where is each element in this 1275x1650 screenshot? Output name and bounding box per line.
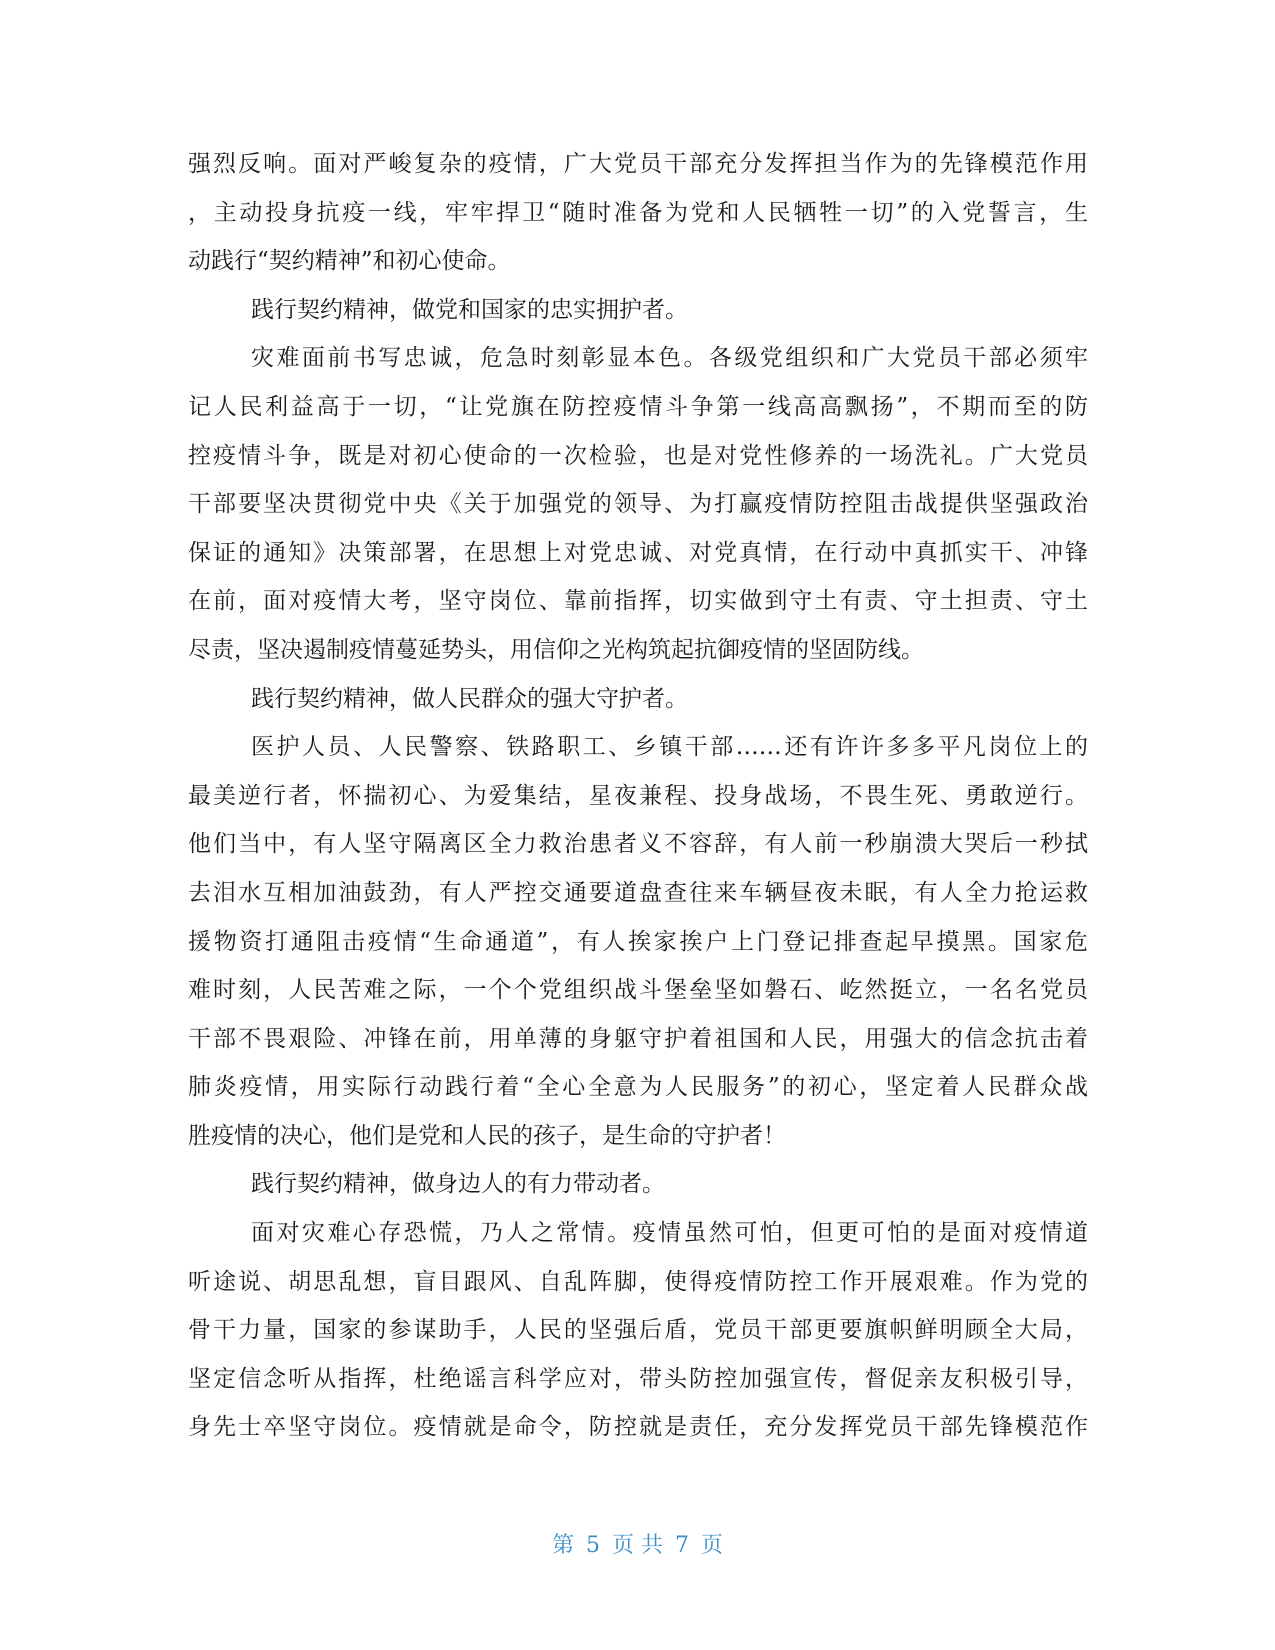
paragraph-first-line: 践行契约精神，做党和国家的忠实拥护者。 xyxy=(251,296,688,323)
page-footer xyxy=(0,1528,1275,1559)
text-line: 最美逆行者，怀揣初心、为爱集结，星夜兼程、投身战场，不畏生死、勇敢逆行。 xyxy=(188,782,1088,809)
paragraph-first-line: 灾难面前书写忠诚，危急时刻彰显本色。各级党组织和广大党员干部必须牢 xyxy=(251,345,1088,372)
text-line: 尽责，坚决遏制疫情蔓延势头，用信仰之光构筑起抗御疫情的坚固防线。 xyxy=(188,636,924,663)
text-line: 强烈反响。面对严峻复杂的疫情，广大党员干部充分发挥担当作为的先锋模范作用 xyxy=(188,151,1088,177)
text-line: 去泪水互相加油鼓劲，有人严控交通要道盘查往来车辆昼夜未眠，有人全力抢运救 xyxy=(188,879,1088,906)
text-line: 援物资打通阻击疫情“生命通道”，有人挨家挨户上门登记排查起早摸黑。国家危 xyxy=(188,928,1088,955)
text-line: 干部不畏艰险、冲锋在前，用单薄的身躯守护着祖国和人民，用强大的信念抗击着 xyxy=(188,1025,1088,1052)
paragraph-first-line: 面对灾难心存恐慌，乃人之常情。疫情虽然可怕，但更可怕的是面对疫情道 xyxy=(251,1220,1088,1247)
footer-page-number: 5 xyxy=(586,1533,600,1558)
paragraph-first-line: 践行契约精神，做身边人的有力带动者。 xyxy=(251,1171,665,1198)
document-body xyxy=(188,140,1088,1452)
text-line: 干部要坚决贯彻党中央《关于加强党的领导、为打赢疫情防控阻击战提供坚强政治 xyxy=(188,491,1088,518)
paragraph-first-line: 医护人员、人民警察、铁路职工、乡镇干部……还有许许多多平凡岗位上的 xyxy=(251,734,1088,761)
paragraph-first-line: 践行契约精神，做人民群众的强大守护者。 xyxy=(251,685,688,712)
text-line: 难时刻，人民苦难之际，一个个党组织战斗堡垒坚如磐石、屹然挺立，一名名党员 xyxy=(188,977,1088,1004)
footer-total-pages: 7 xyxy=(675,1533,689,1558)
text-line: 身先士卒坚守岗位。疫情就是命令，防控就是责任，充分发挥党员干部先锋模范作 xyxy=(188,1414,1088,1441)
text-line: 记人民利益高于一切，“让党旗在防控疫情斗争第一线高高飘扬”，不期而至的防 xyxy=(188,393,1088,420)
text-line: ，主动投身抗疫一线，牢牢捍卫“随时准备为党和人民牺牲一切”的入党誓言，生 xyxy=(188,199,1088,226)
text-line: 肺炎疫情，用实际行动践行着“全心全意为人民服务”的初心，坚定着人民群众战 xyxy=(188,1074,1088,1101)
footer-middle: 页 共 xyxy=(612,1533,663,1558)
text-line: 他们当中，有人坚守隔离区全力救治患者义不容辞，有人前一秒崩溃大哭后一秒拭 xyxy=(188,831,1088,858)
footer-prefix: 第 xyxy=(551,1533,574,1558)
footer-suffix: 页 xyxy=(701,1533,724,1558)
text-line: 保证的通知》决策部署，在思想上对党忠诚、对党真情，在行动中真抓实干、冲锋 xyxy=(188,539,1088,566)
text-line: 动践行“契约精神”和初心使命。 xyxy=(188,248,511,275)
text-line: 胜疫情的决心，他们是党和人民的孩子，是生命的守护者！ xyxy=(188,1122,786,1149)
text-line: 听途说、胡思乱想，盲目跟风、自乱阵脚，使得疫情防控工作开展艰难。作为党的 xyxy=(188,1268,1088,1295)
text-line: 控疫情斗争，既是对初心使命的一次检验，也是对党性修养的一场洗礼。广大党员 xyxy=(188,442,1088,469)
text-line: 在前，面对疫情大考，坚守岗位、靠前指挥，切实做到守土有责、守土担责、守土 xyxy=(188,588,1088,615)
text-line: 坚定信念听从指挥，杜绝谣言科学应对，带头防控加强宣传，督促亲友积极引导， xyxy=(188,1365,1088,1392)
text-line: 骨干力量，国家的参谋助手，人民的坚强后盾，党员干部更要旗帜鲜明顾全大局， xyxy=(188,1317,1088,1344)
